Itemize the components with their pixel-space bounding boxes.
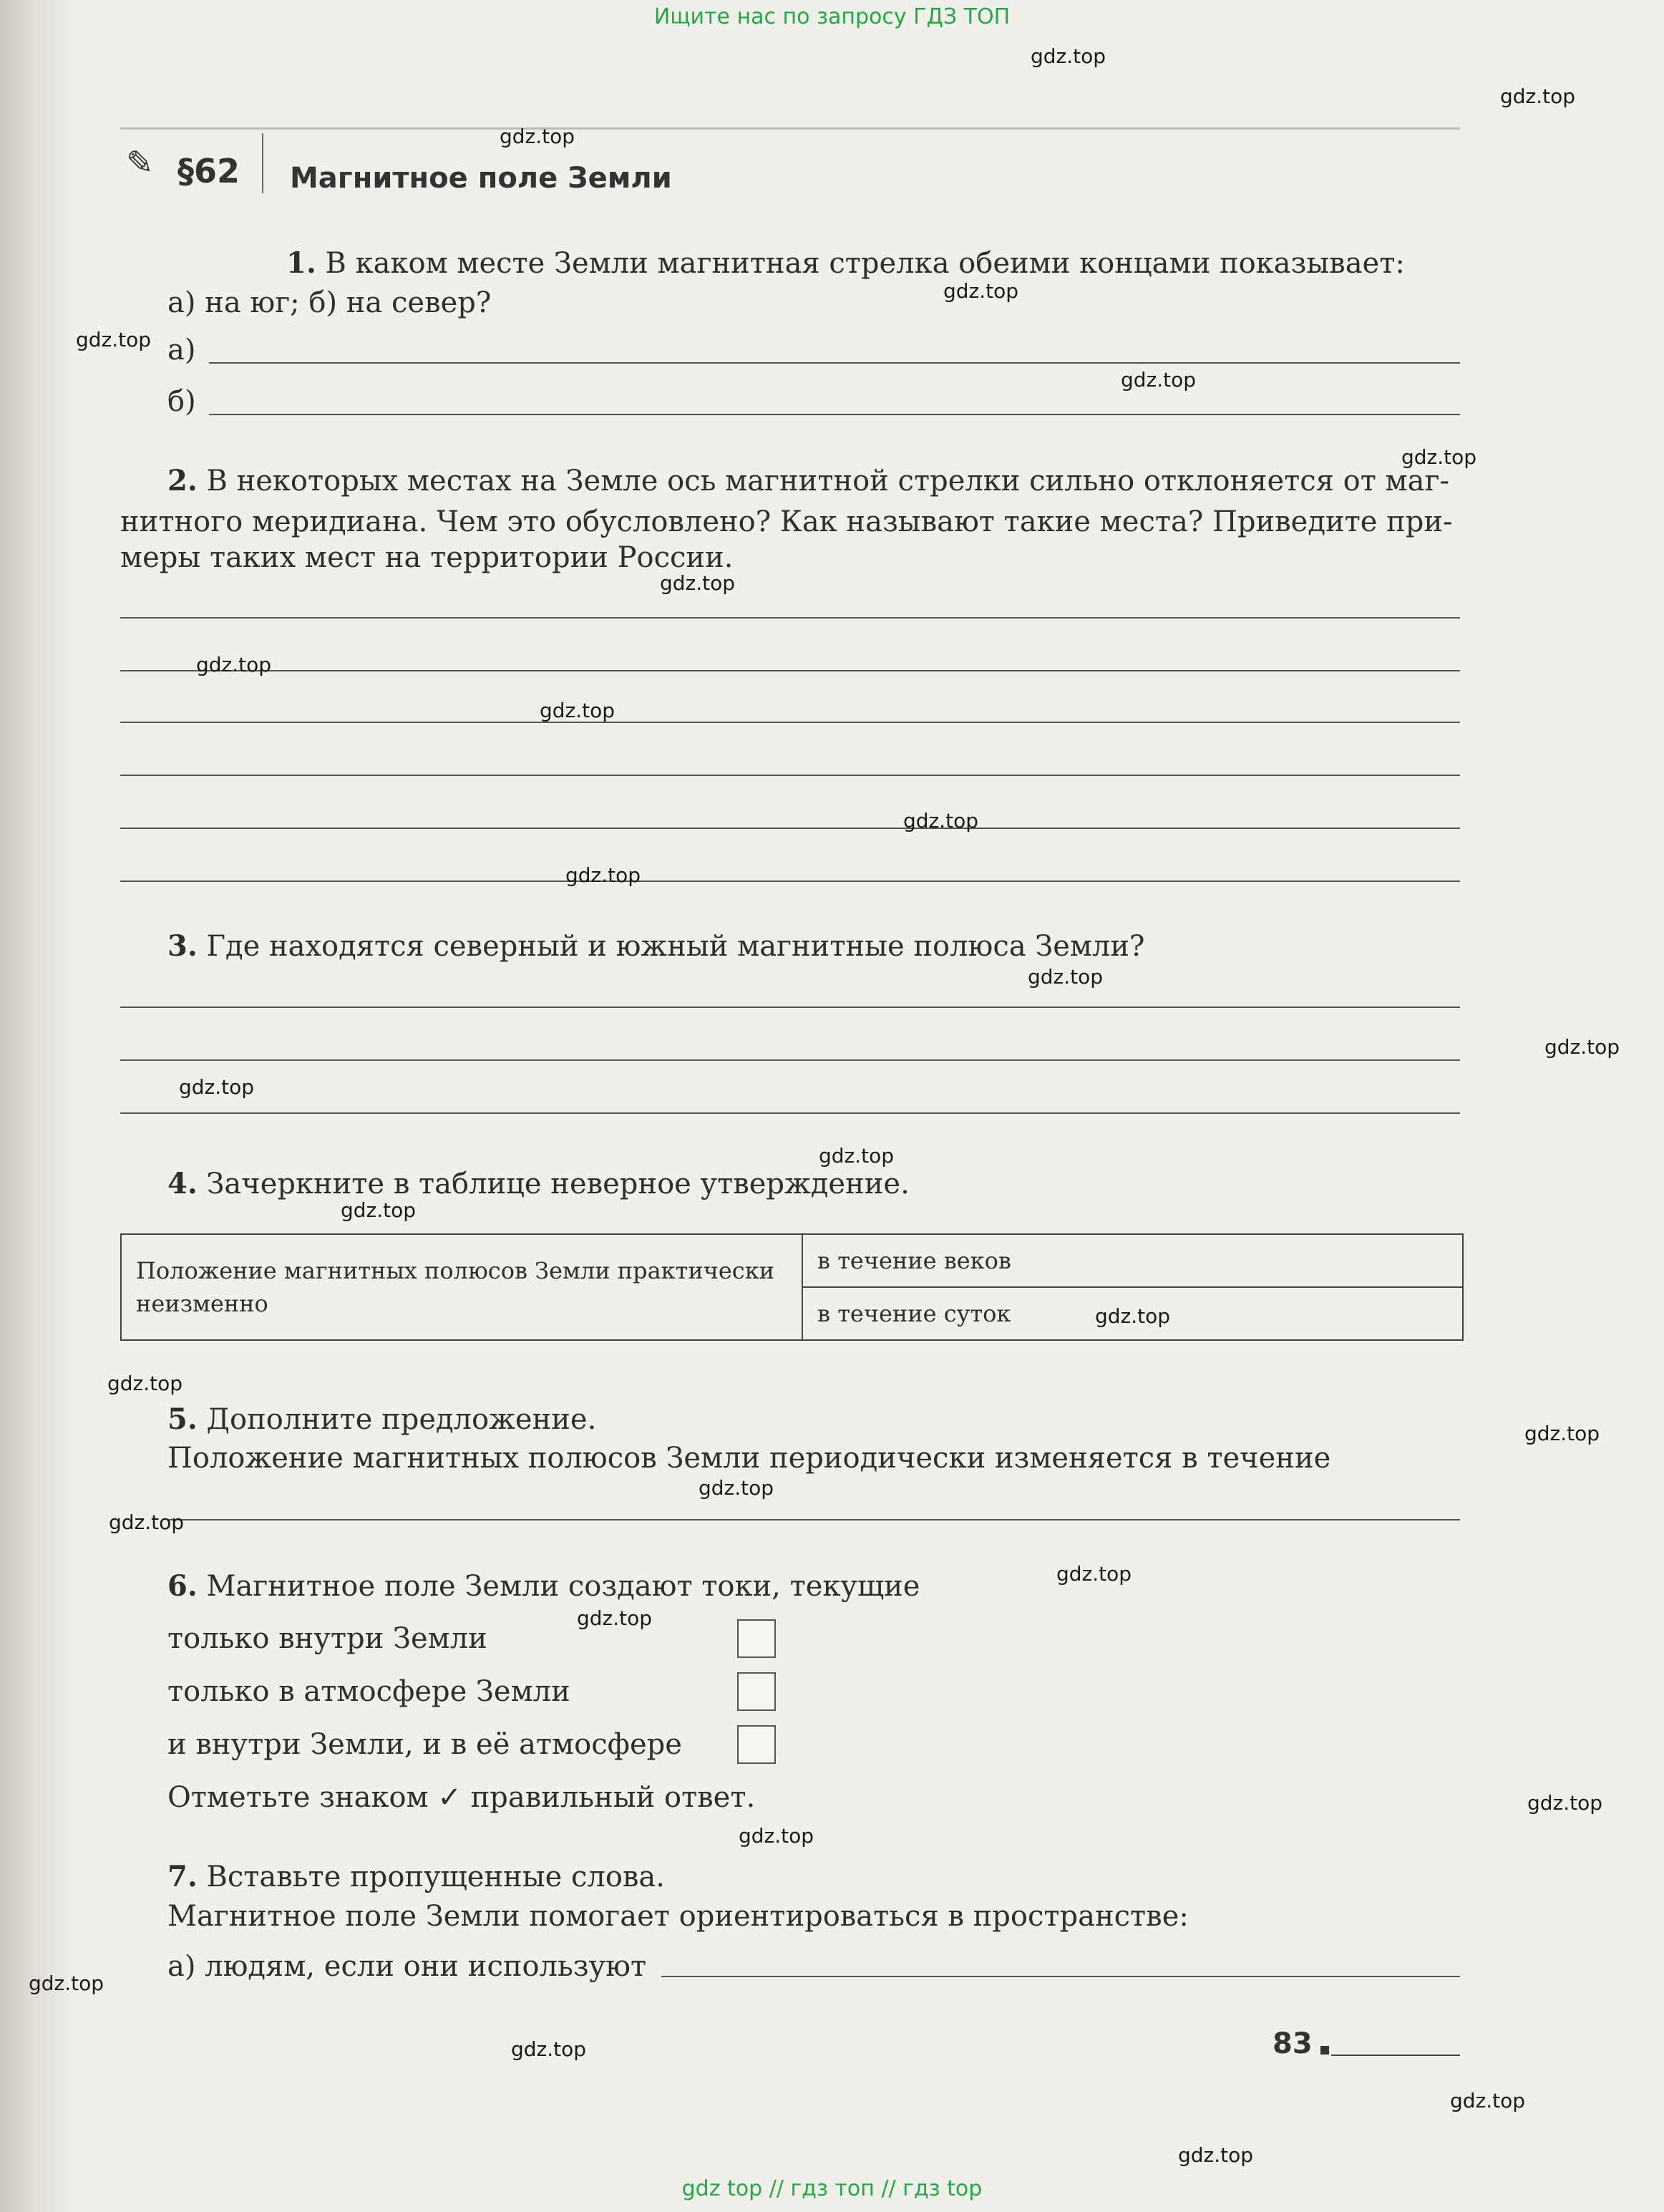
answer-line-3-2[interactable] [120,1059,1460,1061]
watermark: gdz.top [660,571,736,595]
question-5-sentence: Положение магнитных полюсов Земли периодически изменяется в течение [167,1442,1331,1475]
question-5-number: 5. [167,1402,198,1436]
question-5 [167,1398,596,1441]
table-option-days[interactable]: в течение суток [802,1287,1463,1340]
statement-table [120,1233,1464,1341]
answer-line-2-4[interactable] [120,775,1460,776]
watermark: gdz.top [1121,368,1197,392]
question-1-line-2: а) на юг; б) на север? [167,286,492,319]
answer-line-1b[interactable] [209,414,1460,415]
question-1-text: В каком месте Земли магнитная стрелка обеими концами показывает: [325,247,1405,280]
question-2-text: В некоторых местах на Земле ось магнитной стрелки сильно отклоняется от маг- [206,465,1449,498]
option-atmosphere: только в атмосфере Земли [167,1675,570,1708]
question-3-number: 3. [167,929,198,963]
question-7-text: Вставьте пропущенные слова. [206,1861,665,1893]
question-2-line-3: меры таких мест на территории России. [120,541,734,574]
watermark: gdz.top [29,1971,104,1995]
watermark: gdz.top [739,1824,814,1848]
question-6-number: 6. [167,1569,198,1603]
answer-line-3-3[interactable] [120,1112,1460,1114]
watermark: gdz.top [1500,84,1576,108]
question-1-line-1 [286,242,1405,285]
watermark: gdz.top [819,1144,895,1168]
answer-line-2-1[interactable] [120,617,1460,619]
question-4 [167,1163,910,1206]
watermark: gdz.top [1527,1791,1603,1815]
watermark: gdz.top [1031,44,1106,68]
top-banner[interactable]: Ищите нас по запросу ГДЗ ТОП [653,4,1011,29]
watermark: gdz.top [565,863,641,887]
question-7 [167,1856,665,1898]
answer-line-2-3[interactable] [120,722,1460,723]
watermark: gdz.top [341,1198,417,1222]
question-7-number: 7. [167,1860,198,1893]
question-2-number: 2. [167,464,198,498]
page-number: 83 [1273,2027,1313,2060]
watermark: gdz.top [179,1075,255,1099]
watermark: gdz.top [76,328,152,351]
watermark: gdz.top [1524,1422,1600,1445]
section-number: §62 [177,152,240,190]
book-spine-shadow [0,0,68,2212]
question-4-text: Зачеркните в таблице неверное утверждение. [206,1168,910,1200]
question-5-text: Дополните предложение. [206,1403,597,1436]
watermark: gdz.top [540,699,616,722]
question-7-item-a: а) людям, если они используют [167,1950,647,1983]
pencil-book-icon: ✎ [126,143,154,182]
header-divider [262,133,263,193]
answer-line-5[interactable] [167,1519,1460,1520]
watermark: gdz.top [500,125,575,148]
question-4-number: 4. [167,1167,198,1200]
option-inside-earth: только внутри Земли [167,1622,487,1655]
watermark: gdz.top [699,1476,774,1500]
watermark: gdz.top [1401,445,1477,469]
watermark: gdz.top [903,809,979,833]
watermark: gdz.top [1178,2143,1254,2167]
question-2-line-2: нитного меридиана. Чем это обусловлено? Как называют такие места? Приведите при- [120,505,1453,538]
answer-line-7a[interactable] [661,1976,1460,1977]
footer-banner[interactable]: gdz top // гдз топ // гдз top [681,2176,983,2201]
question-3 [167,925,1145,968]
watermark: gdz.top [109,1510,185,1534]
watermark: gdz.top [1450,2089,1526,2112]
question-6-instruction: Отметьте знаком ✓ правильный ответ. [167,1781,756,1814]
answer-line-2-2[interactable] [120,670,1460,671]
watermark: gdz.top [1028,965,1104,989]
question-7-sentence: Магнитное поле Земли помогает ориентироваться в пространстве: [167,1900,1189,1933]
table-statement: Положение магнитных полюсов Земли практически неизменно [121,1234,802,1340]
question-2-line-1 [167,460,1449,503]
checkbox-both[interactable] [737,1725,776,1764]
watermark: gdz.top [107,1372,183,1395]
answer-line-2-6[interactable] [120,881,1460,882]
option-both: и внутри Земли, и в её атмосфере [167,1728,682,1761]
question-1-number: 1. [286,246,316,280]
answer-b-label: б) [167,385,196,418]
page-number-rule [1331,2055,1460,2056]
answer-line-2-5[interactable] [120,828,1460,829]
watermark: gdz.top [196,653,272,676]
watermark: gdz.top [1095,1304,1171,1328]
watermark: gdz.top [577,1606,653,1630]
watermark: gdz.top [1056,1562,1132,1586]
checkbox-inside-earth[interactable] [737,1619,776,1658]
page-number-marker [1320,2046,1329,2055]
question-6 [167,1565,920,1608]
checkbox-atmosphere[interactable] [737,1672,776,1711]
question-3-text: Где находятся северный и южный магнитные полюса Земли? [206,930,1145,963]
watermark: gdz.top [511,2037,587,2061]
answer-line-3-1[interactable] [120,1006,1460,1008]
watermark: gdz.top [943,279,1019,303]
table-option-centuries[interactable]: в течение веков [802,1234,1463,1287]
watermark: gdz.top [1544,1035,1620,1059]
answer-a-label: а) [167,334,196,367]
section-title: Магнитное поле Земли [290,162,672,195]
question-6-text: Магнитное поле Земли создают токи, текущие [206,1570,920,1603]
answer-line-1a[interactable] [209,362,1460,364]
